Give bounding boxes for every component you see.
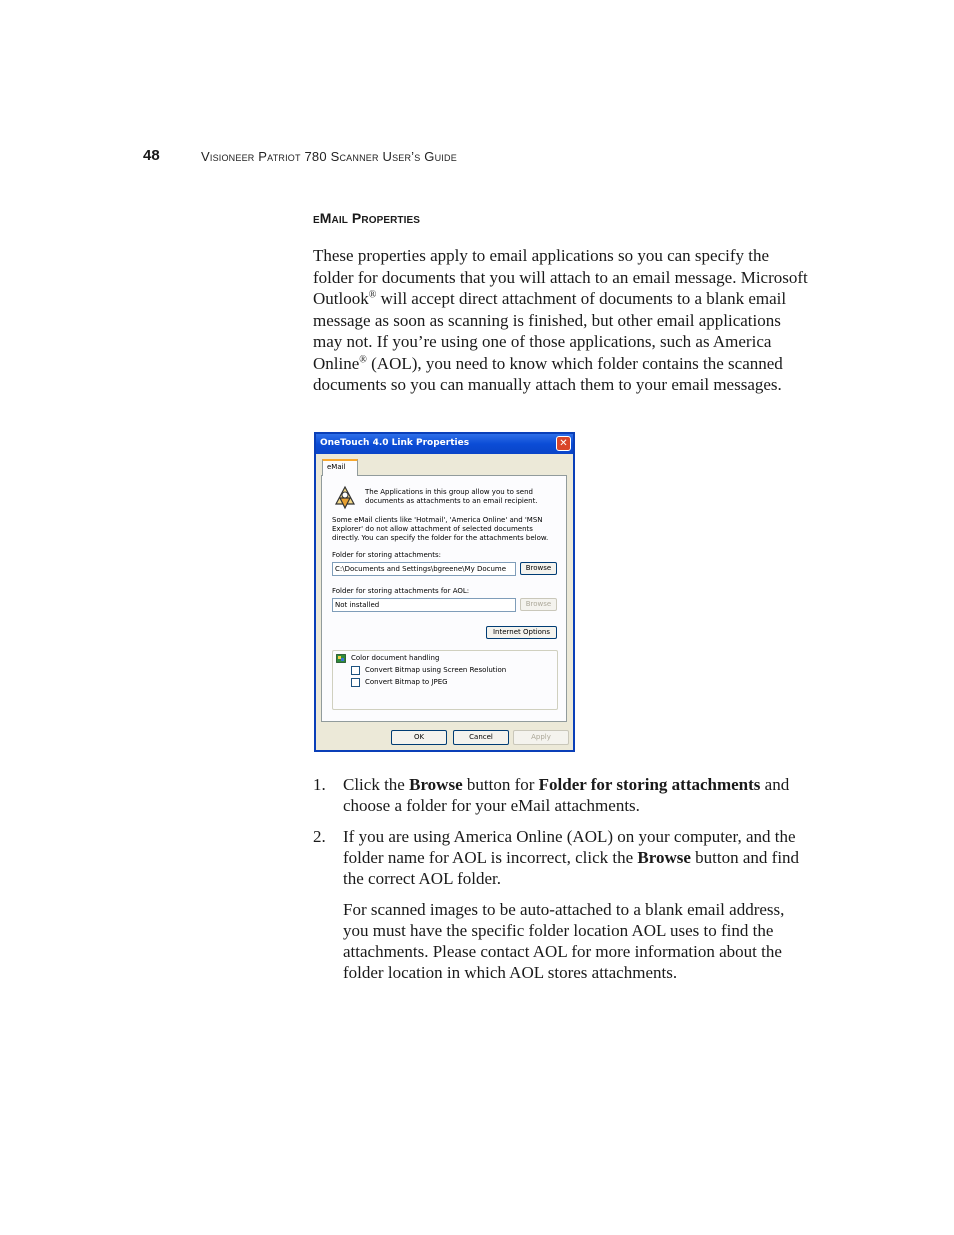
page-number: 48 (143, 147, 160, 164)
tab-email[interactable]: eMail (322, 459, 358, 476)
close-icon[interactable]: ✕ (556, 436, 571, 451)
section-heading: eMail Properties (313, 210, 421, 226)
running-header: Visioneer Patriot 780 Scanner User’s Guide (201, 149, 457, 164)
step-text: and choose a folder for your eMail attachments. (343, 775, 790, 815)
instruction-steps (313, 774, 813, 889)
cancel-button[interactable]: Cancel (453, 730, 509, 745)
aol-folder-input[interactable]: Not installed (332, 598, 516, 612)
step-bold: Browse (637, 848, 691, 867)
registered-mark: ® (359, 353, 367, 365)
aol-browse-button[interactable]: Browse (520, 598, 557, 611)
link-properties-dialog (314, 432, 575, 752)
dialog-titlebar (316, 434, 573, 454)
note-text: Some eMail clients like 'Hotmail', 'America Online' and 'MSN Explorer' do not allow attachment of selected documents directly. You can specify the folder for the attachments below. (332, 516, 549, 542)
step-text: If you are using America Online (AOL) on your computer, and the folder name for AOL is incorrect, click the (343, 827, 796, 867)
step-item (313, 826, 813, 889)
folder-path-input[interactable]: C:\Documents and Settings\bgreene\My Docume (332, 562, 516, 576)
intro-text-3: (AOL), you need to know which folder contains the scanned documents so you can manually attach them to your email messages. (313, 353, 783, 394)
step-bold: Browse (409, 775, 463, 794)
step-text: button and find the correct AOL folder. (343, 848, 800, 888)
aol-note-paragraph: For scanned images to be auto-attached to a blank email address, you must have the specific folder location AOL uses to find the attachments. Please contact AOL for more information about the folder location in which AOL stores attachments. (343, 900, 785, 982)
intro-paragraph (313, 245, 813, 396)
aol-folder-label: Folder for storing attachments for AOL: (332, 587, 470, 595)
dialog-title: OneTouch 4.0 Link Properties (320, 438, 470, 448)
description-text: The Applications in this group allow you to send documents as attachments to an email recipient. (365, 488, 538, 505)
folder-label: Folder for storing attachments: (332, 551, 441, 559)
color-document-icon (336, 654, 346, 663)
step-item (313, 774, 813, 816)
ok-button[interactable]: OK (391, 730, 447, 745)
step-bold: Folder for storing attachments (538, 775, 761, 794)
step-number: 2. (313, 827, 326, 846)
color-handling-group (332, 650, 558, 710)
internet-options-button[interactable]: Internet Options (486, 626, 557, 639)
registered-mark: ® (368, 289, 377, 301)
step-number: 1. (313, 775, 326, 794)
browse-button[interactable]: Browse (520, 562, 557, 575)
jpeg-checkbox[interactable] (351, 678, 360, 687)
email-app-icon (332, 484, 358, 510)
apply-button[interactable]: Apply (513, 730, 569, 745)
jpeg-label: Convert Bitmap to JPEG (365, 678, 448, 686)
step-text: button for (462, 775, 539, 794)
color-handling-label: Color document handling (351, 654, 440, 662)
intro-text-2: will accept direct attachment of documents to a blank email message as soon as scanning is finished, but other email applications may not. If you’re using one of those applications, such as America Online (313, 289, 787, 373)
email-tab-panel (321, 475, 567, 722)
screen-resolution-checkbox[interactable] (351, 666, 360, 675)
intro-text-1: These properties apply to email applications so you can specify the folder for documents that you will attach to an email message. Microsoft Outlook (313, 246, 808, 308)
step-text: Click the (343, 775, 410, 794)
screen-resolution-label: Convert Bitmap using Screen Resolution (365, 666, 507, 674)
